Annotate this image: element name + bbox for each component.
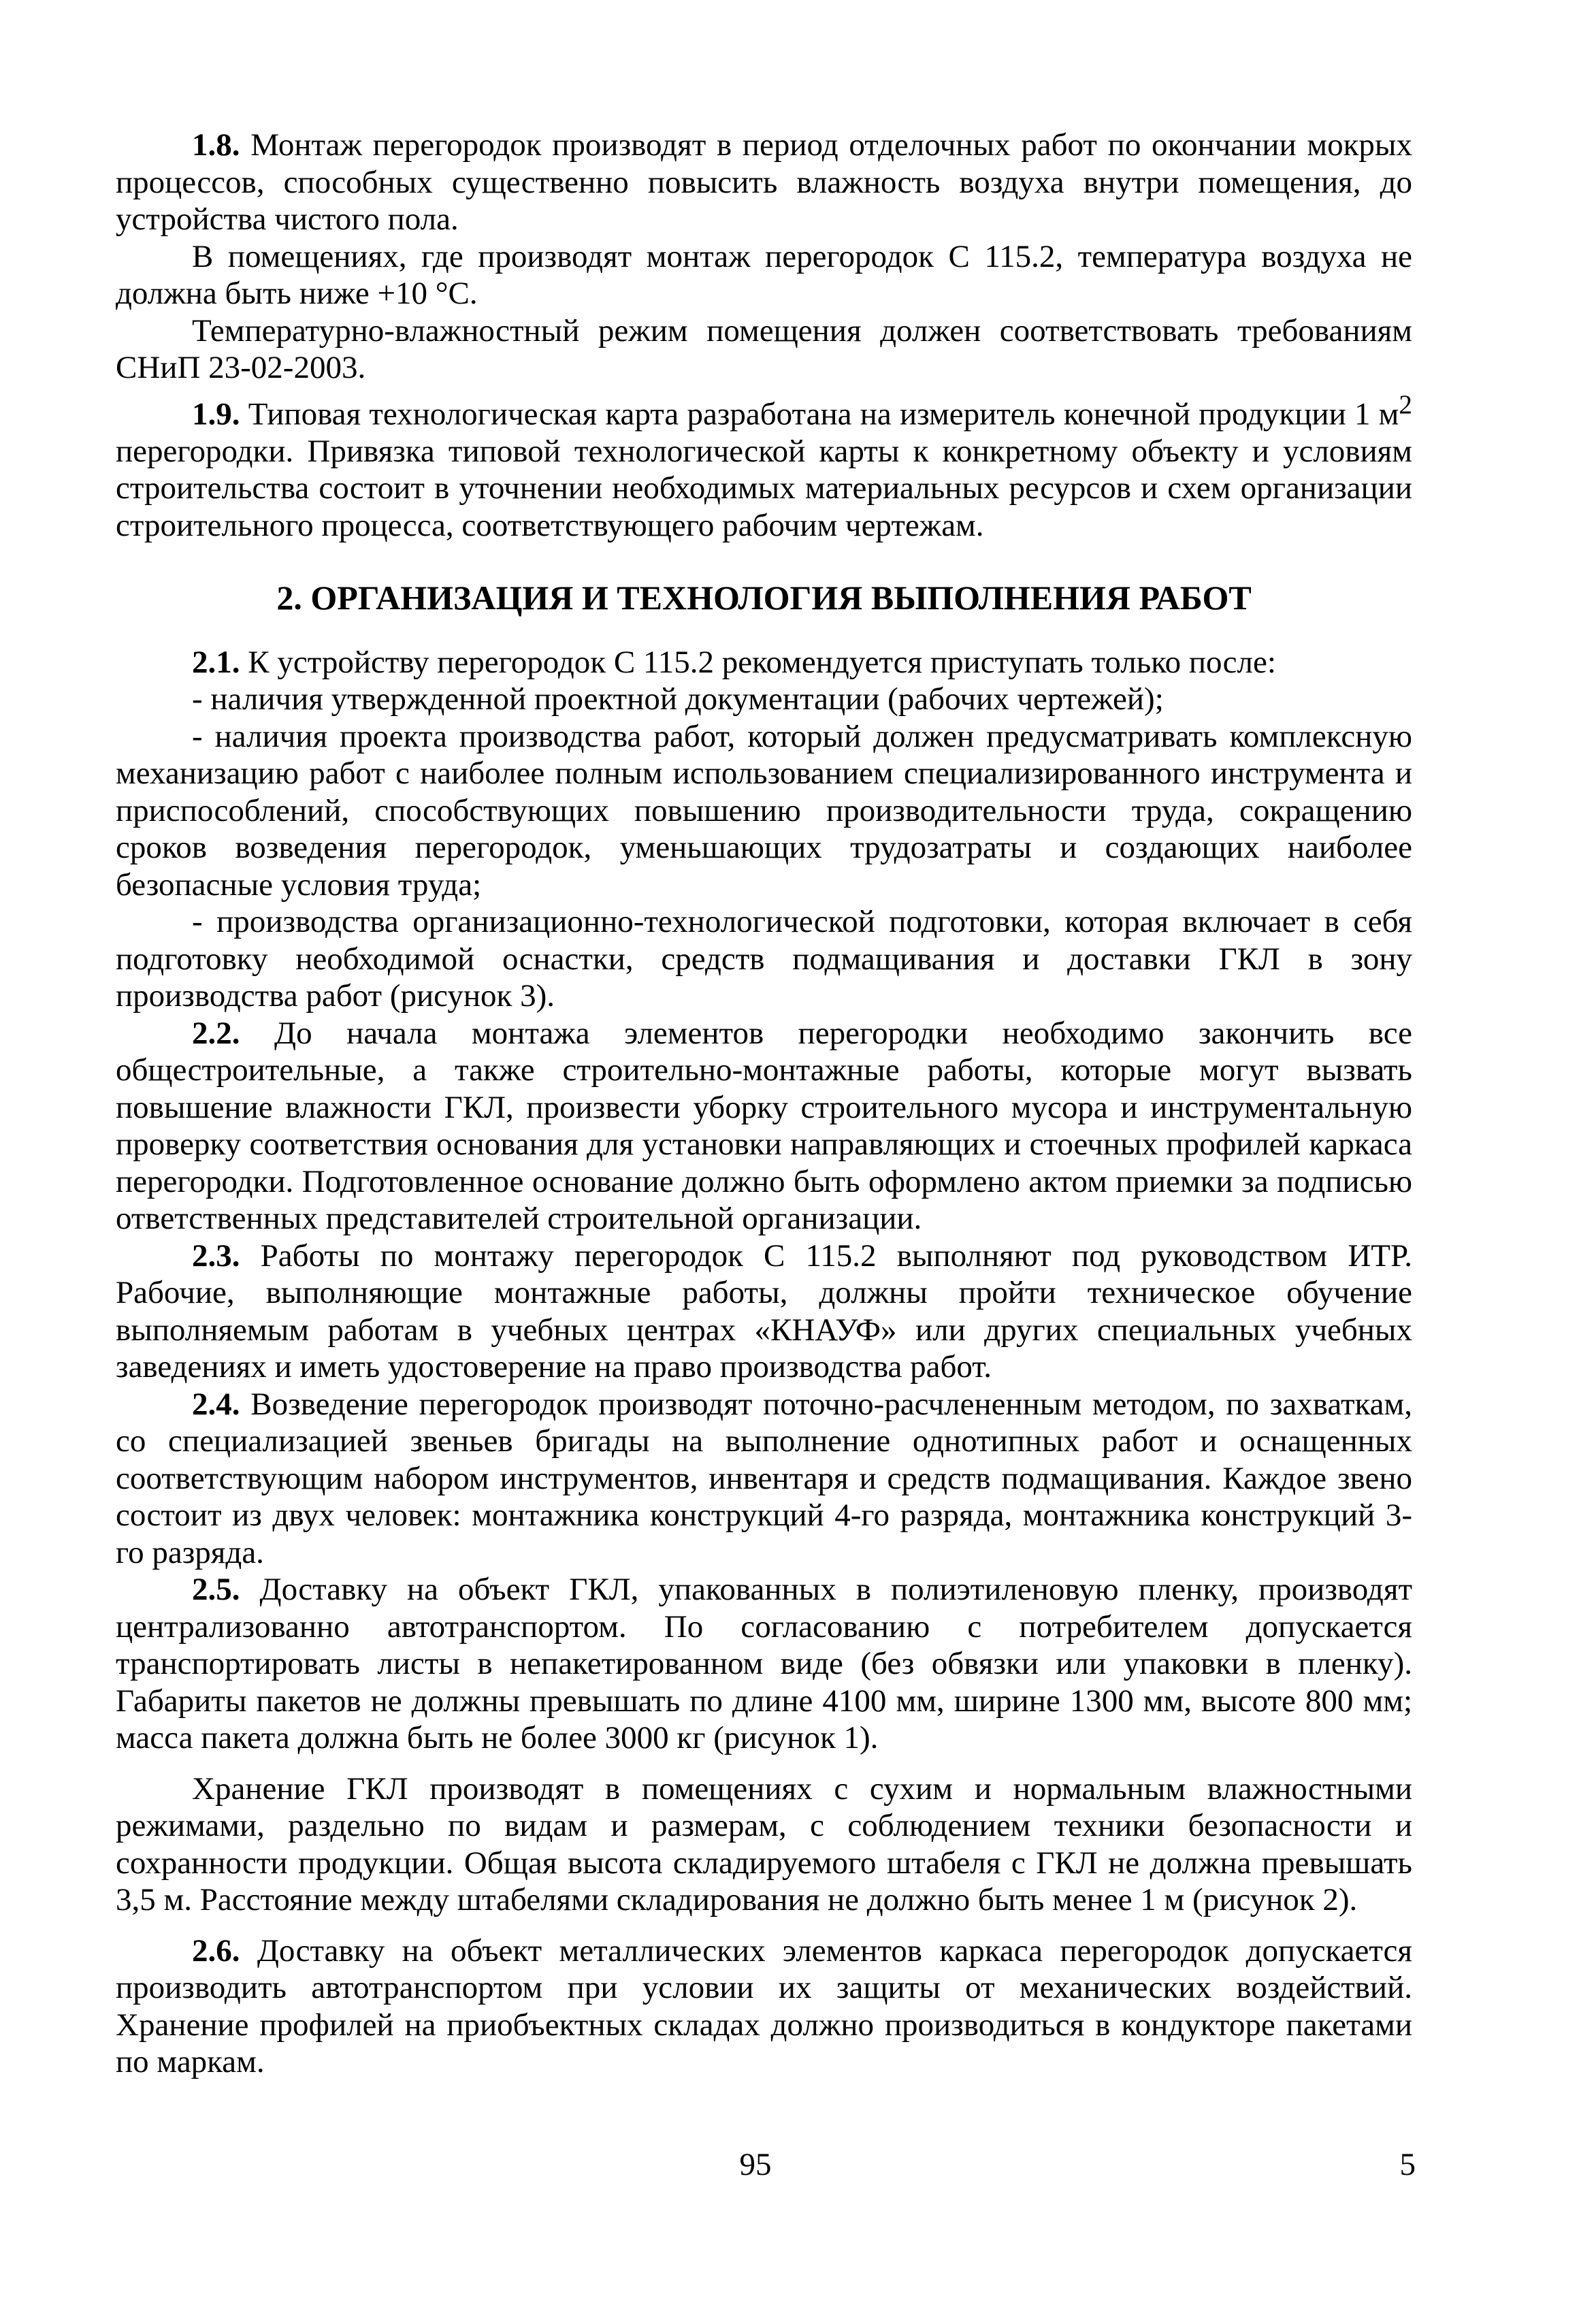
clause-number: 2.3. [192, 1237, 240, 1274]
paragraph-1-8 [116, 127, 1412, 238]
section-heading: 2. ОРГАНИЗАЦИЯ И ТЕХНОЛОГИЯ ВЫПОЛНЕНИЯ РАБОТ [276, 579, 1252, 617]
clause-number: 2.6. [192, 1932, 240, 1969]
clause-number: 2.4. [192, 1386, 240, 1422]
clause-number: 2.5. [192, 1572, 240, 1608]
paragraph-2-1 [116, 644, 1412, 681]
clause-text: Доставку на объект ГКЛ, упакованных в полиэтиленовую пленку, производят централизованно автотранспортом. По согласованию с потребителем допускается транспортировать листы в непакетированном виде (без обвязки или упаковки в пленку). Габариты пакетов не должны превышать по длине 4100 мм, ширине 1300 мм, высоте 800 мм; масса пакета должна быть не более 3000 кг (рисунок 1). [116, 1572, 1412, 1756]
paragraph-2-4 [116, 1386, 1412, 1572]
list-item: - производства организационно-технологической подготовки, которая включает в себя подготовку необходимой оснастки, средств подмащивания и доставки ГКЛ в зону производства работ (рисунок 3). [116, 904, 1412, 1014]
clause-text: Возведение перегородок производят поточно-расчлененным методом, по захваткам, со специализацией звеньев бригады на выполнение однотипных работ и оснащенных соответствующим набором инструментов, инвентаря и средств подмащивания. Каждое звено состоит из двух человек: монтажника конструкций 4-го разряда, монтажника конструкций 3-го разряда. [116, 1386, 1412, 1570]
clause-text: До начала монтажа элементов перегородки необходимо закончить все общестроительные, а также строительно-монтажные работы, которые могут вызвать повышение влажности ГКЛ, произвести уборку строительного мусора и инструментальную проверку соответствия основания для установки направляющих и стоечных профилей каркаса перегородки. Подготовленное основание должно быть оформлено актом приемки за подписью ответственных представителей строительной организации. [116, 1015, 1412, 1237]
paragraph-1-8-temperature: В помещениях, где производят монтаж перегородок С 115.2, температура воздуха не должна быть ниже +10 °С. [116, 238, 1412, 311]
page-body [116, 127, 1412, 2081]
clause-number: 2.2. [192, 1015, 240, 1051]
clause-number: 1.8. [192, 127, 240, 163]
clause-text: Монтаж перегородок производят в период отделочных работ по окончании мокрых процессов, способных существенно повысить влажность воздуха внутри помещения, до устройства чистого пола. [116, 127, 1412, 237]
page-number: 95 [739, 2147, 772, 2182]
paragraph-2-2 [116, 1015, 1412, 1237]
list-item: - наличия проекта производства работ, который должен предусматривать комплексную механизацию работ с наиболее полным использованием специализированного инструмента и приспособлений, способствующих повышению производительности труда, сокращению сроков возведения перегородок, уменьшающих трудозатраты и создающих наиболее безопасные условия труда; [116, 718, 1412, 903]
paragraph-1-8-humidity: Температурно-влажностный режим помещения должен соответствовать требованиям СНиП 23-02-2003. [116, 312, 1412, 385]
clause-number: 1.9. [192, 396, 240, 432]
clause-text: Доставку на объект металлических элементов каркаса перегородок допускается производить автотранспортом при условии их защиты от механических воздействий. Хранение профилей на приобъектных складах должно производиться в кондукторе пакетами по маркам. [116, 1932, 1412, 2080]
clause-text: перегородки. Привязка типовой технологической карты к конкретному объекту и условиям строительства состоит в уточнении необходимых материальных ресурсов и схем организации строительного процесса, соответствующего рабочим чертежам. [116, 433, 1412, 543]
paragraph-2-5-storage: Хранение ГКЛ производят в помещениях с сухим и нормальным влажностными режимами, раздельно по видам и размерам, с соблюдением техники безопасности и сохранности продукции. Общая высота складируемого штабеля с ГКЛ не должна превышать 3,5 м. Расстояние между штабелями складирования не должно быть менее 1 м (рисунок 2). [116, 1770, 1412, 1918]
paragraph-2-6 [116, 1932, 1412, 2081]
paragraph-1-9 [116, 387, 1412, 545]
list-item: - наличия утвержденной проектной документации (рабочих чертежей); [192, 681, 1164, 717]
clause-number: 2.1. [192, 644, 240, 680]
paragraph-2-5 [116, 1571, 1412, 1757]
paragraph-2-3 [116, 1237, 1412, 1386]
clause-text: Типовая технологическая карта разработана на измеритель конечной продукции 1 м [240, 396, 1399, 432]
clause-text: Работы по монтажу перегородок С 115.2 выполняют под руководством ИТР. Рабочие, выполняющие монтажные работы, должны пройти техническое обучение выполняемым работам в учебных центрах «КНАУФ» или других специальных учебных заведениях и иметь удостоверение на право производства работ. [116, 1237, 1412, 1385]
superscript: 2 [1399, 389, 1412, 419]
clause-text: К устройству перегородок С 115.2 рекомендуется приступать только после: [240, 644, 1276, 680]
sheet-number: 5 [1399, 2147, 1416, 2182]
